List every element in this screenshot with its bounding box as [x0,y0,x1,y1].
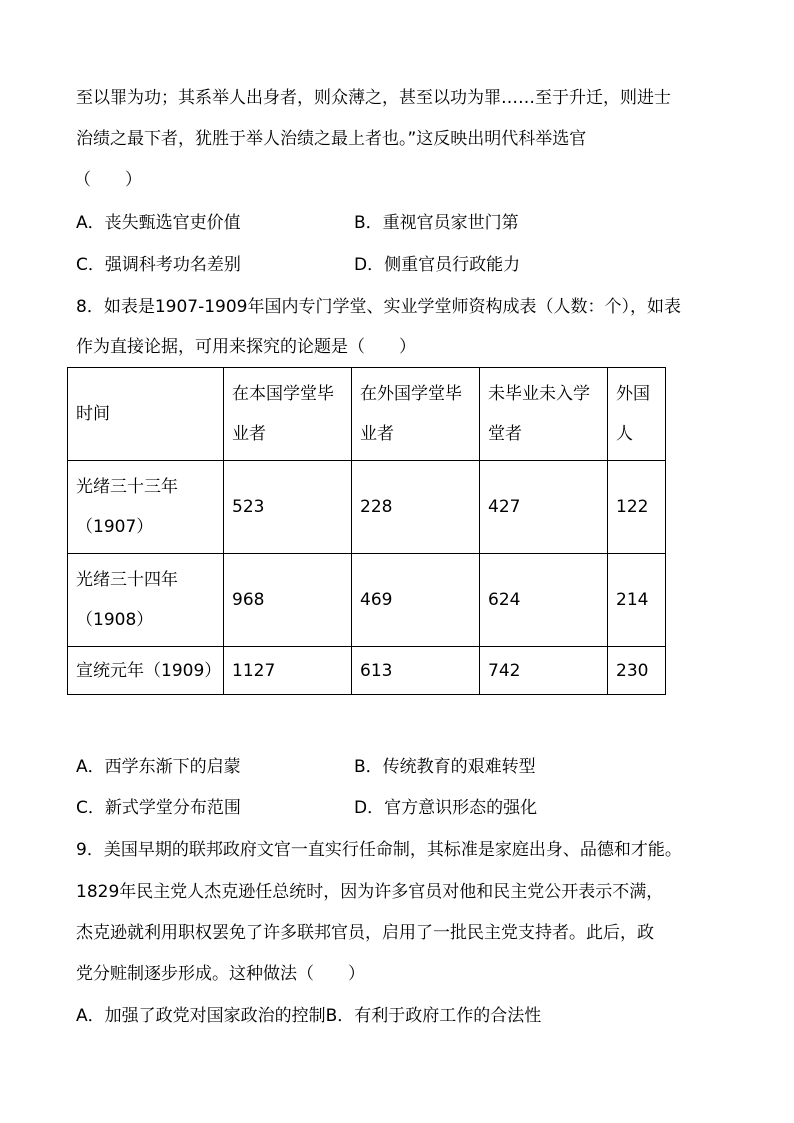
q7-option-d: D．侧重官员行政能力 [354,255,521,275]
header-foreigners: 外国 人 [608,368,666,461]
row-time: 宣统元年（1909） [68,647,224,695]
row-cell: 230 [608,647,666,695]
q7-option-a: A．丧失甄选官吏价值 [76,213,241,233]
row-cell: 122 [608,461,666,554]
row-cell: 624 [480,554,608,647]
q9-stem-line-2: 1829年民主党人杰克逊任总统时，因为许多官员对他和民主党公开表示不满， [76,882,664,902]
q7-answer-paren: （ ） [74,170,142,190]
table-row [68,554,666,647]
header-non-graduates: 未毕业未入学 堂者 [480,368,608,461]
q9-options-ab: A．加强了政党对国家政治的控制B．有利于政府工作的合法性 [76,1006,542,1026]
row-cell: 214 [608,554,666,647]
row-cell: 1127 [224,647,352,695]
q8-option-b: B．传统教育的艰难转型 [354,757,536,777]
table-header-row [68,368,666,461]
q7-option-b: B．重视官员家世门第 [354,213,519,233]
header-domestic-graduates: 在本国学堂毕 业者 [224,368,352,461]
row-time: 光绪三十三年 （1907） [68,461,224,554]
q8-option-d: D．官方意识形态的强化 [354,798,538,818]
row-cell: 523 [224,461,352,554]
header-time: 时间 [68,368,224,461]
table-row [68,647,666,695]
table-row [68,461,666,554]
q8-option-c: C．新式学堂分布范围 [76,798,241,818]
q9-stem-line-3: 杰克逊就利用职权罢免了许多联邦官员，启用了一批民主党支持者。此后，政 [76,923,654,943]
row-cell: 742 [480,647,608,695]
q9-stem-line-4: 党分赃制逐步形成。这种做法（ ） [76,964,365,984]
row-cell: 427 [480,461,608,554]
q8-stem-line-2: 作为直接论据，可用来探究的论题是（ ） [76,337,416,357]
row-cell: 613 [352,647,480,695]
row-cell: 968 [224,554,352,647]
row-cell: 469 [352,554,480,647]
q8-data-table [67,367,666,695]
q7-stem-line-1: 至以罪为功；其系举人出身者，则众薄之，甚至以功为罪……至于升迁，则进士 [76,88,671,108]
q7-option-c: C．强调科考功名差别 [76,255,241,275]
q8-option-a: A．西学东渐下的启蒙 [76,757,241,777]
row-time: 光绪三十四年 （1908） [68,554,224,647]
q9-stem-line-1: 9．美国早期的联邦政府文官一直实行任命制，其标准是家庭出身、品德和才能。 [76,840,682,860]
header-foreign-graduates: 在外国学堂毕 业者 [352,368,480,461]
row-cell: 228 [352,461,480,554]
q7-stem-line-2: 治绩之最下者，犹胜于举人治绩之最上者也。”这反映出明代科举选官 [76,129,587,149]
q8-stem-line-1: 8．如表是1907-1909年国内专门学堂、实业学堂师资构成表（人数：个），如表 [76,297,681,317]
